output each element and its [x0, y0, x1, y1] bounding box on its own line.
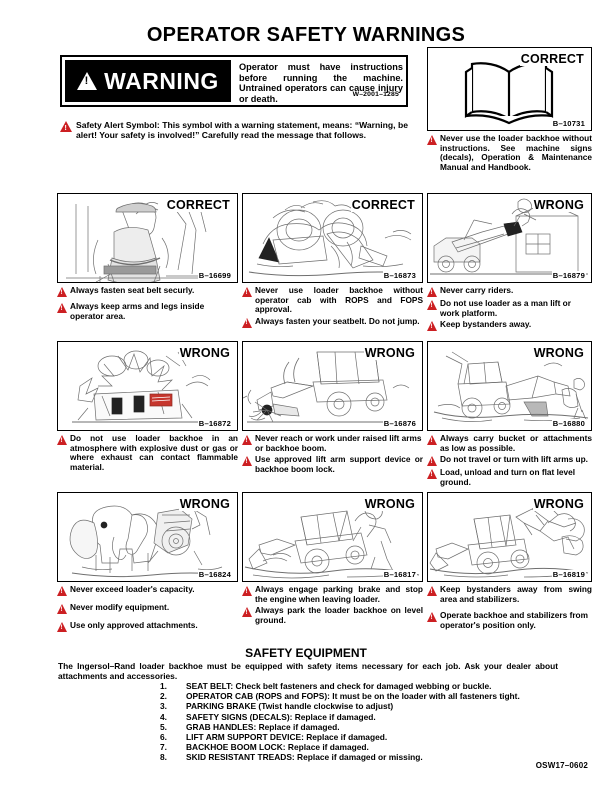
alert-triangle-icon: [427, 300, 437, 310]
bullet-item: [57, 585, 238, 596]
bullet-item: [427, 286, 592, 297]
item-text: OPERATOR CAB (ROPS and FOPS): It must be on the loader with all fasteners tight.: [186, 691, 520, 702]
panel-label: WRONG: [179, 497, 230, 511]
bullet-item: [242, 317, 423, 328]
item-number: 1.: [160, 681, 167, 691]
warning-decal-code: W–2001–1285: [352, 91, 399, 99]
panel-carry-bucket-low: [427, 341, 592, 489]
panel-code: B–16876: [383, 419, 416, 428]
alert-triangle-icon: [427, 586, 437, 596]
bullet-text: Never use the loader backhoe without instructions. See machine signs (decals), Operation & Maintenance Manual and Handbook.: [440, 133, 592, 172]
bullet-text: Operate backhoe and stabilizers from operator's position only.: [440, 610, 589, 630]
panel-seat-belt: [57, 193, 238, 323]
list-item: [160, 732, 580, 742]
bullet-text: Never carry riders.: [440, 285, 514, 295]
item-text: GRAB HANDLES: Replace if damaged.: [186, 721, 340, 732]
alert-triangle-icon: [57, 303, 67, 313]
panel-code: B–16817: [383, 570, 416, 579]
panel-manual-book: [427, 47, 592, 174]
panel-rops-fops-cab: [242, 193, 423, 330]
alert-triangle-icon: [427, 135, 437, 145]
alert-triangle-icon: [427, 435, 437, 445]
bullet-text: Keep bystanders away.: [440, 319, 532, 330]
panel-bullets: [427, 134, 592, 172]
panel-image-carry-bucket-low: [427, 341, 592, 431]
warning-decal-text: [231, 60, 403, 102]
alert-triangle-icon: [427, 321, 437, 331]
bullet-item: [427, 455, 592, 466]
panel-image-rops-fops-cab: [242, 193, 423, 283]
alert-triangle-icon: [427, 469, 437, 479]
panel-bullets: [242, 585, 423, 625]
panel-bullets: [57, 434, 238, 472]
alert-triangle-icon: [242, 435, 252, 445]
alert-triangle-icon: [57, 604, 67, 614]
bullet-item: [427, 134, 592, 172]
panel-code: B–16873: [383, 271, 416, 280]
panel-image-no-riders: [427, 193, 592, 283]
safety-equipment-title: SAFETY EQUIPMENT: [245, 646, 367, 660]
alert-triangle-icon: [242, 287, 252, 297]
safety-alert-text: [72, 120, 408, 141]
panel-image-swing-area: [427, 492, 592, 582]
list-item: [160, 722, 580, 732]
page-title: OPERATOR SAFETY WARNINGS: [146, 24, 466, 46]
bullet-text: Always park the loader backhoe on level ground.: [255, 605, 423, 625]
list-item: [160, 752, 580, 762]
bullet-item: [57, 603, 238, 614]
item-number: 5.: [160, 721, 167, 732]
item-number: 6.: [160, 732, 167, 743]
panel-image-raised-lift-arms: [242, 341, 423, 431]
panel-label: WRONG: [533, 346, 584, 360]
panel-label: CORRECT: [520, 52, 584, 66]
bullet-text: Use only approved attachments.: [70, 620, 198, 630]
panel-bullets: [242, 286, 423, 328]
item-text: SAFETY SIGNS (DECALS): Replace if damaged.: [186, 711, 376, 722]
bullet-text: Never exceed loader's capacity.: [70, 584, 195, 594]
panel-bullets: [427, 434, 592, 487]
panel-loader-capacity: [57, 492, 238, 634]
bullet-item: [242, 455, 423, 474]
safety-equipment-list: [160, 681, 580, 763]
panel-raised-lift-arms: [242, 341, 423, 476]
panel-label: CORRECT: [166, 198, 230, 212]
alert-triangle-icon: [57, 287, 67, 297]
alert-triangle-icon: [427, 287, 437, 297]
panel-bullets: [57, 585, 238, 632]
list-item: [160, 691, 580, 701]
panel-label: WRONG: [364, 346, 415, 360]
safety-alert-triangle-icon: [60, 121, 72, 132]
item-number: 4.: [160, 711, 167, 722]
panel-parking-brake: [242, 492, 423, 627]
bullet-text: Always fasten seat belt securly.: [70, 285, 195, 295]
bullet-item: [242, 286, 423, 315]
item-number: 3.: [160, 701, 167, 712]
bullet-item: [427, 585, 592, 604]
panel-image-parking-brake: [242, 492, 423, 582]
bullet-text: Never reach or work under raised lift arms or backhoe boom.: [255, 433, 422, 453]
panel-label: WRONG: [179, 346, 230, 360]
item-text: SEAT BELT: Check belt fasteners and check for damaged webbing or buckle.: [186, 681, 492, 691]
bullet-text: Never use loader backhoe without operator cab with ROPS and FOPS approval.: [255, 285, 423, 315]
bullet-text: Do not travel or turn with lift arms up.: [440, 454, 588, 465]
panel-code: B–10731: [552, 119, 585, 128]
panel-explosive-atmosphere: [57, 341, 238, 474]
footer-document-code: OSW17–0602: [535, 761, 588, 770]
panel-code: B–16872: [198, 419, 231, 428]
bullet-item: [242, 434, 423, 453]
warning-decal: [60, 55, 408, 107]
bullet-item: [242, 585, 423, 604]
panel-bullets: [427, 585, 592, 630]
item-text: PARKING BRAKE (Twist handle clockwise to adjust): [186, 701, 394, 712]
panel-code: B–16824: [198, 570, 231, 579]
panel-bullets: [242, 434, 423, 474]
panel-image-manual-book: [427, 47, 592, 131]
bullet-item: [427, 611, 592, 630]
bullet-item: [57, 286, 238, 297]
safety-alert-block: [60, 120, 408, 141]
warning-signal-word: WARNING: [104, 67, 219, 94]
bullet-text: Always carry bucket or attachments as low as possible.: [440, 433, 592, 453]
item-text: LIFT ARM SUPPORT DEVICE: Replace if damaged.: [186, 732, 388, 743]
panel-image-explosive-atmosphere: [57, 341, 238, 431]
alert-triangle-icon: [242, 456, 252, 466]
bullet-item: [57, 621, 238, 632]
item-text: BACKHOE BOOM LOCK: Replace if damaged.: [186, 742, 369, 753]
bullet-item: [57, 434, 238, 472]
bullet-text: Do not use loader backhoe in an atmosphere with explosive dust or gas or where exhaust can contact flammable material.: [70, 433, 238, 472]
bullet-item: [427, 468, 592, 487]
bullet-text: Use approved lift arm support device or backhoe boom lock.: [255, 454, 423, 474]
panel-code: B–16879: [552, 271, 585, 280]
panel-swing-area: [427, 492, 592, 632]
list-item: [160, 712, 580, 722]
item-number: 2.: [160, 691, 167, 702]
bullet-item: [242, 606, 423, 625]
panel-bullets: [57, 286, 238, 321]
item-number: 8.: [160, 752, 167, 763]
bullet-text: Always engage parking brake and stop the engine when leaving loader.: [255, 584, 423, 604]
list-item: [160, 701, 580, 711]
alert-triangle-icon: [57, 622, 67, 632]
panel-code: B–16880: [552, 419, 585, 428]
item-number: 7.: [160, 742, 167, 753]
bullet-text: Never modify equipment.: [70, 602, 170, 612]
safety-alert-lead: Safety Alert Symbol:: [76, 120, 160, 130]
panel-no-riders: [427, 193, 592, 333]
bullet-text: Do not use loader as a man lift or work platform.: [440, 298, 571, 318]
panel-label: WRONG: [364, 497, 415, 511]
alert-triangle-icon: [57, 435, 67, 445]
panel-label: WRONG: [533, 497, 584, 511]
bullet-text: Load, unload and turn on flat level ground.: [440, 467, 576, 487]
warning-decal-body: Operator must have instructions before running the machine. Untrained operators can cause injury or death.: [239, 62, 403, 104]
alert-triangle-icon: [242, 318, 252, 328]
alert-triangle-icon: [427, 612, 437, 622]
alert-triangle-icon: [427, 456, 437, 466]
list-item: [160, 681, 580, 691]
safety-equipment-intro: The Ingersol–Rand loader backhoe must be equipped with safety items necessary for each job. Ask your dealer about attachments and accessories.: [58, 661, 558, 681]
bullet-text: Always fasten your seatbelt. Do not jump.: [255, 315, 420, 326]
bullet-item: [57, 302, 238, 321]
panel-image-seat-belt: [57, 193, 238, 283]
warning-triangle-icon: [77, 72, 97, 90]
panel-code: B–16819: [552, 570, 585, 579]
panel-bullets: [427, 286, 592, 331]
bullet-item: [427, 320, 592, 331]
list-item: [160, 742, 580, 752]
alert-triangle-icon: [242, 586, 252, 596]
safety-alert-body: This symbol with a warning statement, means: “Warning, be alert! Your safety is involved!” Carefully read the message that follows.: [76, 120, 408, 141]
panel-code: B–16699: [198, 271, 231, 280]
panel-label: CORRECT: [351, 198, 415, 212]
bullet-item: [427, 434, 592, 453]
panel-label: WRONG: [533, 198, 584, 212]
bullet-text: Always keep arms and legs inside operator area.: [70, 301, 205, 321]
warning-signal-band: [65, 60, 231, 102]
alert-triangle-icon: [57, 586, 67, 596]
item-text: SKID RESISTANT TREADS: Replace if damaged or missing.: [186, 752, 423, 763]
bullet-text: Keep bystanders away from swing area and stabilizers.: [440, 584, 592, 604]
panel-image-loader-capacity: [57, 492, 238, 582]
alert-triangle-icon: [242, 607, 252, 617]
bullet-item: [427, 299, 592, 318]
